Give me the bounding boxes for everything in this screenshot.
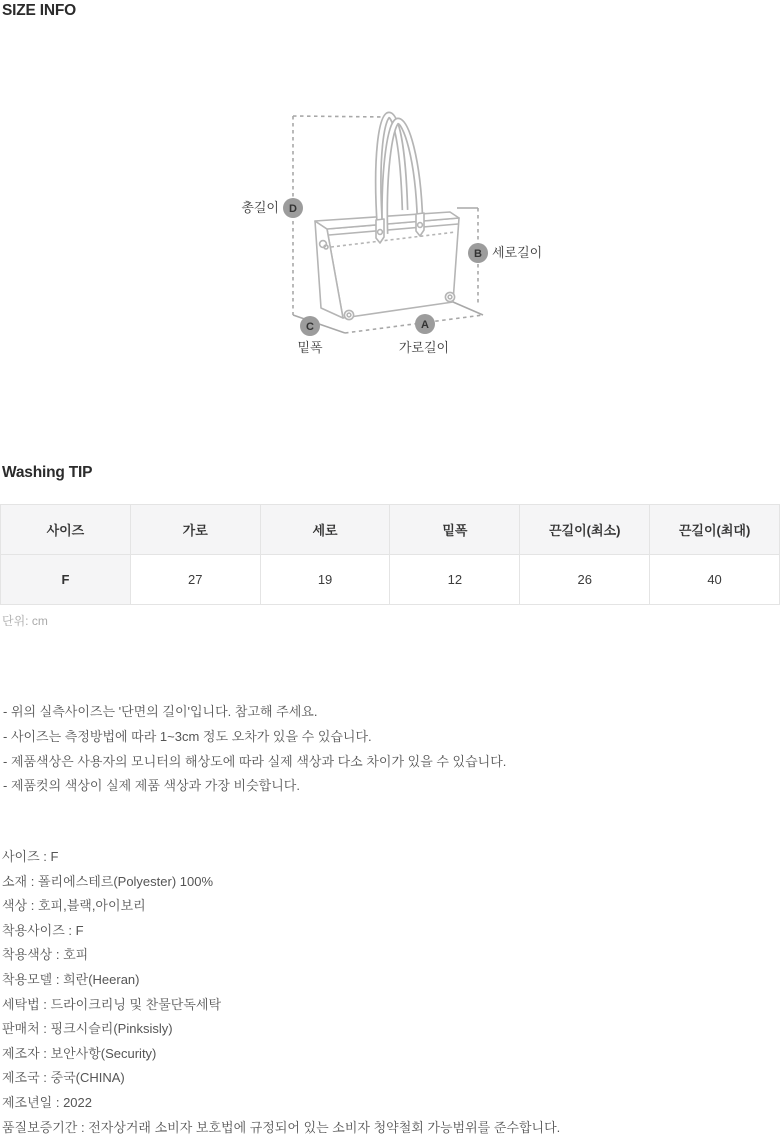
product-info-separator: : bbox=[27, 873, 38, 889]
product-info-list bbox=[2, 845, 560, 1140]
size-cell-depth: 12 bbox=[390, 555, 520, 605]
size-table-row bbox=[1, 555, 780, 605]
product-info-label: 색상 bbox=[2, 898, 28, 914]
product-info-label: 소재 bbox=[2, 873, 28, 889]
note-line: - 사이즈는 측정방법에 따라 1~3cm 정도 오차가 있을 수 있습니다. bbox=[3, 728, 372, 744]
size-cell-size: F bbox=[1, 555, 131, 605]
product-info-value: F bbox=[50, 849, 59, 864]
unit-note: 단위: cm bbox=[2, 614, 48, 628]
product-info-item-country bbox=[2, 1066, 560, 1091]
marker-c bbox=[300, 316, 320, 336]
product-info-item-material bbox=[2, 870, 560, 895]
product-info-item-color bbox=[2, 894, 560, 919]
size-cell-width: 27 bbox=[130, 555, 260, 605]
label-total-length: 총길이 bbox=[241, 200, 279, 215]
product-info-label: 제조년일 bbox=[2, 1094, 53, 1110]
measurement-notes bbox=[3, 700, 506, 799]
product-info-label: 제조국 bbox=[2, 1070, 40, 1086]
product-info-label: 사이즈 bbox=[2, 849, 40, 864]
size-table-header-strap-max: 끈길이(최대) bbox=[650, 505, 780, 555]
product-info-value: 호피,블랙,아이보리 bbox=[37, 898, 146, 914]
size-table bbox=[0, 504, 780, 605]
product-info-item-year bbox=[2, 1091, 560, 1116]
product-info-separator: : bbox=[52, 947, 64, 963]
product-info-item-seller bbox=[2, 1017, 560, 1042]
product-info-value: 2022 bbox=[63, 1094, 92, 1110]
marker-c-letter: C bbox=[306, 321, 314, 333]
note-line: - 제품색상은 사용자의 모니터의 해상도에 따라 실제 색상과 다소 차이가 있을 수 있습니다. bbox=[3, 753, 507, 769]
label-vertical-length: 세로길이 bbox=[492, 245, 543, 260]
product-info-separator: : bbox=[39, 849, 51, 864]
marker-a bbox=[415, 314, 435, 334]
product-info-value: 폴리에스테르(Polyester) 100% bbox=[37, 873, 214, 889]
note-line: - 위의 실측사이즈는 '단면의 길이'입니다. 참고해 주세요. bbox=[3, 704, 318, 719]
marker-b-letter: B bbox=[474, 248, 482, 260]
size-table-header-row bbox=[1, 505, 780, 555]
product-info-label: 판매처 bbox=[2, 1021, 40, 1037]
product-info-label: 품질보증기간 bbox=[2, 1119, 78, 1135]
note-line: - 제품컷의 색상이 실제 제품 색상과 가장 비슷합니다. bbox=[3, 778, 300, 794]
product-info-item-fitting-color bbox=[2, 943, 560, 968]
size-table-header-height: 세로 bbox=[260, 505, 390, 555]
product-info-value: F bbox=[75, 922, 84, 938]
product-info-label: 착용색상 bbox=[2, 947, 53, 963]
marker-b bbox=[468, 243, 488, 263]
product-info-value: 핑크시슬리(Pinksisly) bbox=[50, 1021, 173, 1037]
marker-d bbox=[283, 198, 303, 218]
product-info-value: 드라이크리닝 및 찬물단독세탁 bbox=[50, 996, 222, 1012]
product-info-separator: : bbox=[52, 1094, 64, 1110]
product-info-separator: : bbox=[27, 898, 38, 914]
product-info-item-model bbox=[2, 968, 560, 993]
bag-measurement-diagram bbox=[235, 100, 555, 360]
product-info-item-size bbox=[2, 845, 560, 870]
marker-d-letter: D bbox=[289, 203, 297, 215]
size-info-heading: SIZE INFO bbox=[2, 2, 76, 19]
product-info-label: 제조자 bbox=[2, 1045, 40, 1061]
size-table-header-width: 가로 bbox=[130, 505, 260, 555]
washing-tip-heading: Washing TIP bbox=[2, 464, 93, 481]
product-info-value: 전자상거래 소비자 보호법에 규정되어 있는 소비자 청약철회 가능범위를 준수합니다. bbox=[88, 1119, 561, 1135]
product-info-value: 중국(CHINA) bbox=[50, 1070, 125, 1086]
product-info-item-manufacturer bbox=[2, 1042, 560, 1067]
size-cell-height: 19 bbox=[260, 555, 390, 605]
size-cell-strap-max: 40 bbox=[650, 555, 780, 605]
bag-illustration bbox=[315, 115, 459, 320]
product-info-label: 착용사이즈 bbox=[2, 922, 65, 938]
marker-a-letter: A bbox=[421, 319, 429, 331]
product-info-value: 보안사항(Security) bbox=[50, 1045, 157, 1061]
product-info-item-warranty bbox=[2, 1116, 560, 1140]
size-table-header-depth: 밑폭 bbox=[390, 505, 520, 555]
product-info-separator: : bbox=[77, 1119, 89, 1135]
product-info-item-washing bbox=[2, 993, 560, 1018]
size-table-header-strap-min: 끈길이(최소) bbox=[520, 505, 650, 555]
product-info-item-fitting-size bbox=[2, 919, 560, 944]
label-bottom-width: 밑폭 bbox=[297, 340, 323, 355]
product-info-separator: : bbox=[39, 1070, 51, 1086]
product-info-separator: : bbox=[52, 971, 64, 987]
product-info-value: 호피 bbox=[63, 947, 89, 963]
product-info-separator: : bbox=[64, 922, 76, 938]
product-info-label: 착용모델 bbox=[2, 971, 53, 987]
product-info-label: 세탁법 bbox=[2, 996, 40, 1012]
product-info-value: 희란(Heeran) bbox=[63, 971, 140, 987]
product-info-separator: : bbox=[39, 996, 51, 1012]
product-info-separator: : bbox=[39, 1045, 51, 1061]
label-horizontal-length: 가로길이 bbox=[398, 340, 450, 355]
product-info-separator: : bbox=[39, 1021, 51, 1037]
size-table-header-size: 사이즈 bbox=[1, 505, 131, 555]
size-cell-strap-min: 26 bbox=[520, 555, 650, 605]
